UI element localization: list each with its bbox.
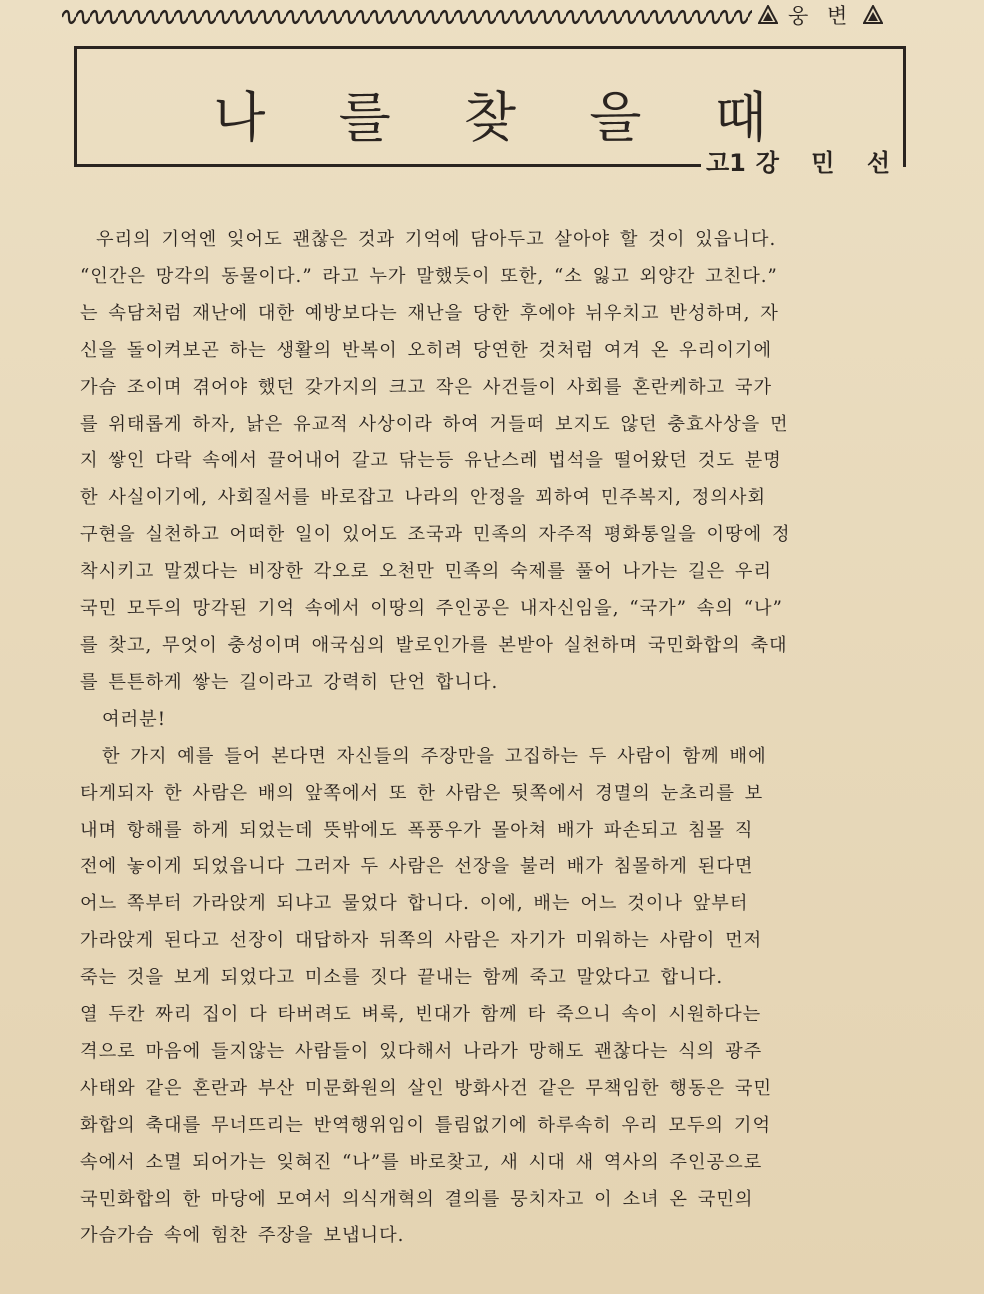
- text-line: 가슴 조이며 겪어야 했던 갖가지의 크고 작은 사건들이 사회를 혼란케하고 국가: [80, 376, 773, 398]
- text-line: 한 가지 예를 들어 본다면 자신들의 주장만을 고집하는 두 사람이 함께 배에: [102, 745, 767, 767]
- text-line: 어느 쪽부터 가라앉게 되냐고 물었다 합니다. 이에, 배는 어느 것이나 앞부터: [80, 893, 749, 915]
- triangle-icon: [863, 5, 883, 25]
- text-line: 화합의 축대를 무너뜨리는 반역행위임이 틀림없기에 하루속히 우리 모두의 기억: [80, 1114, 772, 1136]
- author-grade: 고1: [706, 148, 746, 177]
- text-line: 착시키고 말겠다는 비장한 각오로 오천만 민족의 숙제를 풀어 나가는 길은 우리: [80, 561, 773, 583]
- decorative-border: [62, 6, 752, 28]
- text-line: “인간은 망각의 동물이다.” 라고 누가 말했듯이 또한, “소 잃고 외양간 고친다.”: [80, 265, 778, 287]
- paragraph: [80, 739, 910, 1256]
- text-line: 가라앉게 된다고 선장이 대답하자 뒤쪽의 사람은 자기가 미워하는 사람이 먼저: [80, 930, 763, 952]
- author-name: 강 민 선: [755, 148, 902, 177]
- text-line: 내며 항해를 하게 되었는데 뜻밖에도 폭풍우가 몰아쳐 배가 파손되고 침몰 직: [80, 819, 754, 841]
- text-line: 전에 놓이게 되었읍니다 그러자 두 사람은 선장을 불러 배가 침몰하게 된다면: [80, 856, 754, 878]
- text-line: 여러분!: [102, 708, 167, 730]
- article-title: 나 를 찾 을 때: [213, 86, 795, 149]
- text-line: 구현을 실천하고 어떠한 일이 있어도 조국과 민족의 자주적 평화통일을 이땅에 정: [80, 524, 791, 546]
- text-line: 지 쌓인 다락 속에서 끌어내어 갈고 닦는등 유난스레 법석을 떨어왔던 것도 분명: [80, 450, 782, 472]
- text-line: 속에서 소멸 되어가는 잊혀진 “나”를 바로찾고, 새 시대 새 역사의 주인공으로: [80, 1151, 763, 1173]
- text-line: 가슴가슴 속에 힘찬 주장을 보냅니다.: [80, 1225, 405, 1247]
- text-line: 를 튼튼하게 쌓는 길이라고 강력히 단언 합니다.: [80, 671, 499, 693]
- section-label: 웅 변: [788, 4, 854, 28]
- text-line: 를 찾고, 무엇이 충성이며 애국심의 발로인가를 본받아 실천하며 국민화합의 축대: [80, 634, 788, 656]
- text-line: 한 사실이기에, 사회질서를 바로잡고 나라의 안정을 꾀하여 민주복지, 정의사회: [80, 487, 767, 509]
- text-line: 격으로 마음에 들지않는 사람들이 있다해서 나라가 망해도 괜찮다는 식의 광주: [80, 1040, 763, 1062]
- text-line: 를 위태롭게 하자, 낡은 유교적 사상이라 하여 거들떠 보지도 않던 충효사상을 먼: [80, 413, 789, 435]
- paragraph: [80, 702, 910, 739]
- section-header: [758, 0, 978, 30]
- text-line: 타게되자 한 사람은 배의 앞쪽에서 또 한 사람은 뒷쪽에서 경멸의 눈초리를 보: [80, 782, 764, 804]
- byline: [706, 140, 902, 180]
- text-line: 우리의 기억엔 잊어도 괜찮은 것과 기억에 담아두고 살아야 할 것이 있읍니다.: [96, 229, 777, 250]
- triangle-icon: [758, 5, 778, 25]
- article-body: [80, 222, 910, 1255]
- text-line: 열 두칸 짜리 집이 다 타버려도 벼룩, 빈대가 함께 타 죽으니 속이 시원하다는: [80, 1004, 762, 1026]
- text-line: 국민화합의 한 마당에 모여서 의식개혁의 결의를 뭉치자고 이 소녀 온 국민의: [80, 1188, 754, 1210]
- text-line: 죽는 것을 보게 되었다고 미소를 짓다 끝내는 함께 죽고 말았다고 합니다.: [80, 967, 724, 989]
- paragraph: [80, 222, 910, 702]
- text-line: 는 속담처럼 재난에 대한 예방보다는 재난을 당한 후에야 뉘우치고 반성하며, 자: [80, 302, 779, 324]
- text-line: 국민 모두의 망각된 기억 속에서 이땅의 주인공은 내자신임을, “국가” 속의 “나”: [80, 598, 783, 620]
- text-line: 사태와 같은 혼란과 부산 미문화원의 살인 방화사건 같은 무책임한 행동은 국민: [80, 1077, 773, 1099]
- text-line: 신을 돌이켜보곤 하는 생활의 반복이 오히려 당연한 것처럼 여겨 온 우리이기에: [80, 339, 773, 361]
